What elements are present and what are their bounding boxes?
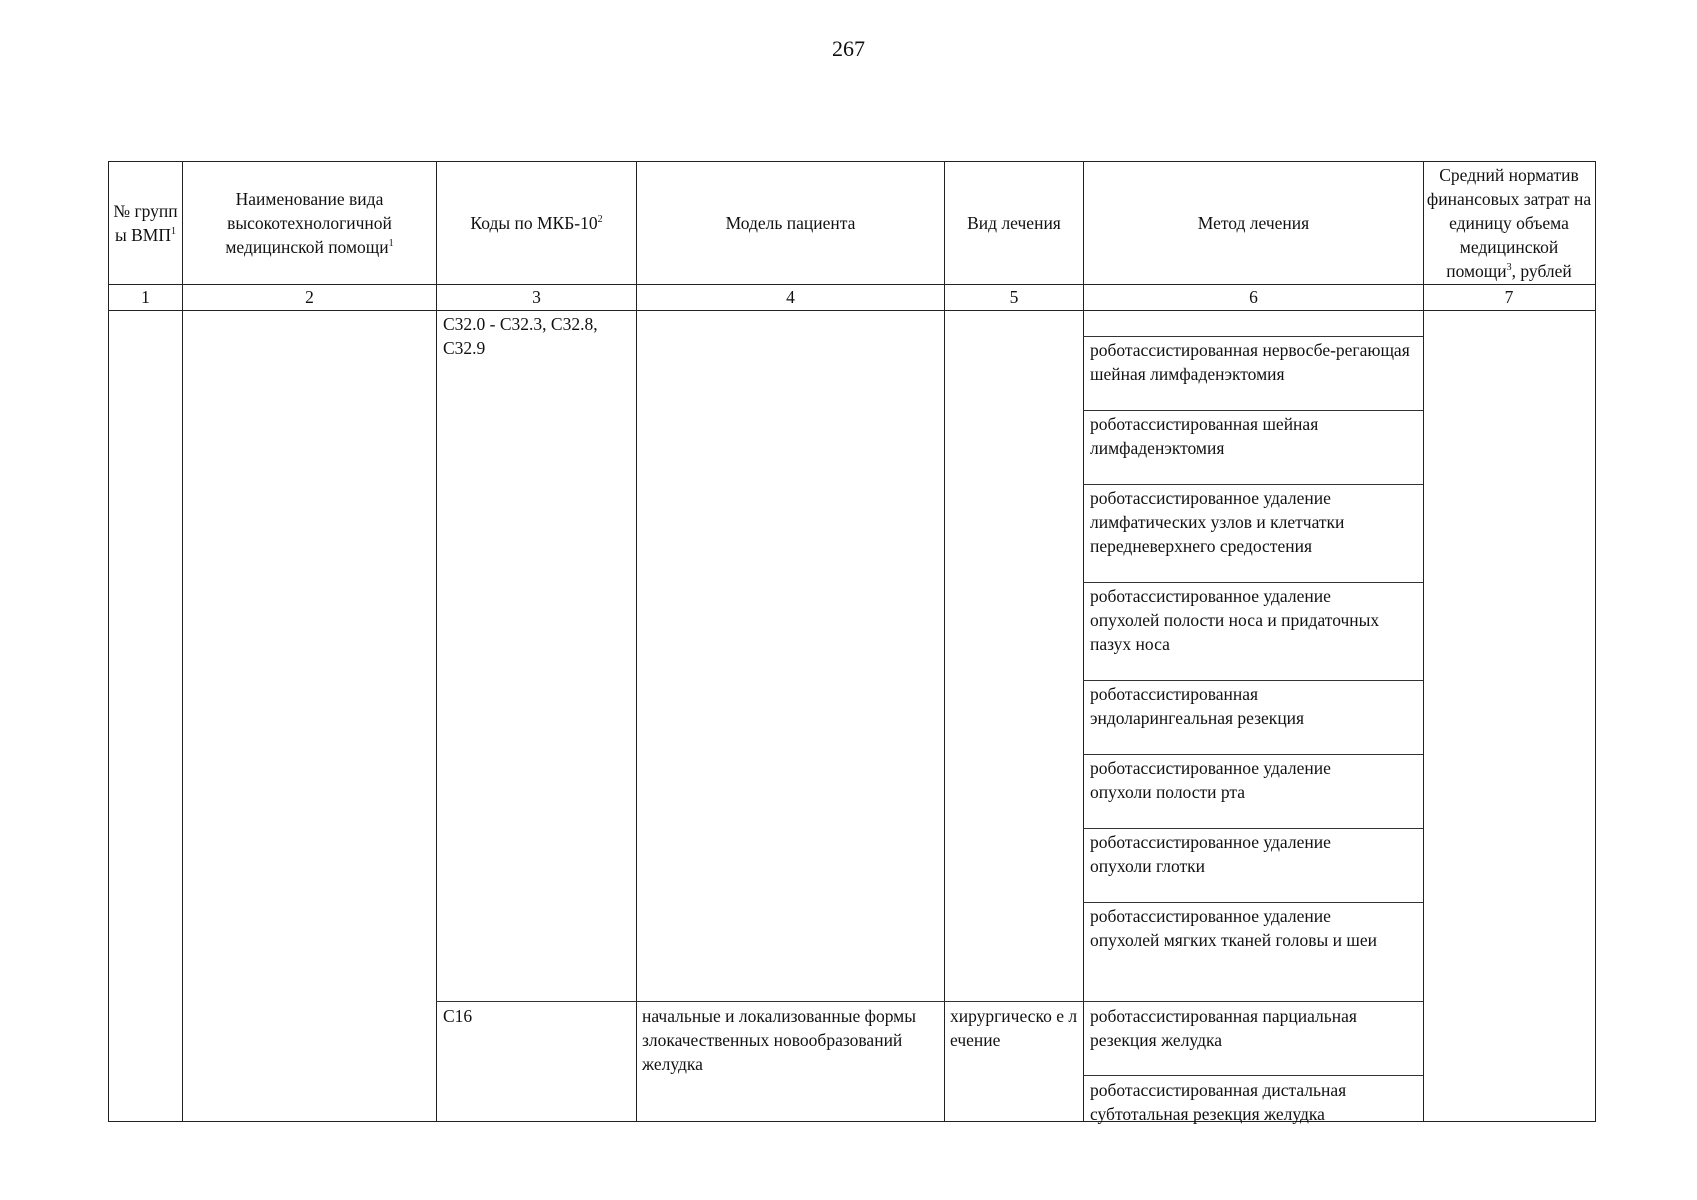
row2-treatment-type: хирургическо е лечение bbox=[950, 1006, 1078, 1050]
row1-method-2: роботассистированная шейная лимфаденэктомия bbox=[1090, 414, 1319, 458]
header-treatment-type: Вид лечения bbox=[967, 213, 1061, 233]
header-care-type: Наименование вида высокотехнологичной медицинской помощи$^1$ bbox=[225, 189, 394, 257]
row1-method-8: роботассистированное удаление опухолей мягких тканей головы и шеи bbox=[1090, 906, 1378, 950]
column-number-1: 1 bbox=[141, 287, 150, 307]
column-number-4: 4 bbox=[786, 287, 795, 307]
page-number: 267 bbox=[832, 36, 865, 61]
row1-method-3: роботассистированное удаление лимфатических узлов и клетчатки передневерхнего средостения bbox=[1090, 488, 1345, 556]
column-number-7: 7 bbox=[1504, 287, 1514, 307]
header-icd-codes: Коды по МКБ-$10^2$ bbox=[470, 213, 603, 233]
row2-icd-codes: C16 bbox=[443, 1006, 473, 1026]
vmp-table bbox=[108, 161, 1596, 1122]
header-group-number: № групп ы ВМП$^1$ bbox=[113, 201, 178, 245]
row1-method-4: роботассистированное удаление опухолей полости носа и придаточных пазух носа bbox=[1090, 586, 1380, 654]
row1-method-5: роботассистированная эндоларингеальная резекция bbox=[1090, 684, 1305, 728]
header-patient-model: Модель пациента bbox=[725, 213, 856, 233]
row1-method-6: роботассистированное удаление опухоли полости рта bbox=[1090, 758, 1331, 802]
row1-method-7: роботассистированное удаление опухоли глотки bbox=[1090, 832, 1331, 876]
header-treatment-method: Метод лечения bbox=[1197, 213, 1310, 233]
column-number-6: 6 bbox=[1249, 287, 1258, 307]
row1-icd-codes: C32.0 - C32.3, C32.8, C32.9 bbox=[443, 314, 598, 358]
row1-method-1: роботассистированная нервосбе-регающая шейная лимфаденэктомия bbox=[1090, 340, 1410, 384]
row2-method-2: роботассистированная дистальная субтотальная резекция желудка bbox=[1090, 1080, 1347, 1124]
row2-patient-model: начальные и локализованные формы злокачественных новообразований желудка bbox=[642, 1006, 917, 1074]
header-cost-standard: Средний норматив финансовых затрат на единицу объема медицинской помощи$^3$, рублей bbox=[1426, 165, 1592, 281]
column-number-2: 2 bbox=[305, 287, 314, 307]
column-number-5: 5 bbox=[1009, 287, 1019, 307]
column-number-3: 3 bbox=[532, 287, 541, 307]
row2-method-1: роботассистированная парциальная резекция желудка bbox=[1090, 1006, 1357, 1050]
